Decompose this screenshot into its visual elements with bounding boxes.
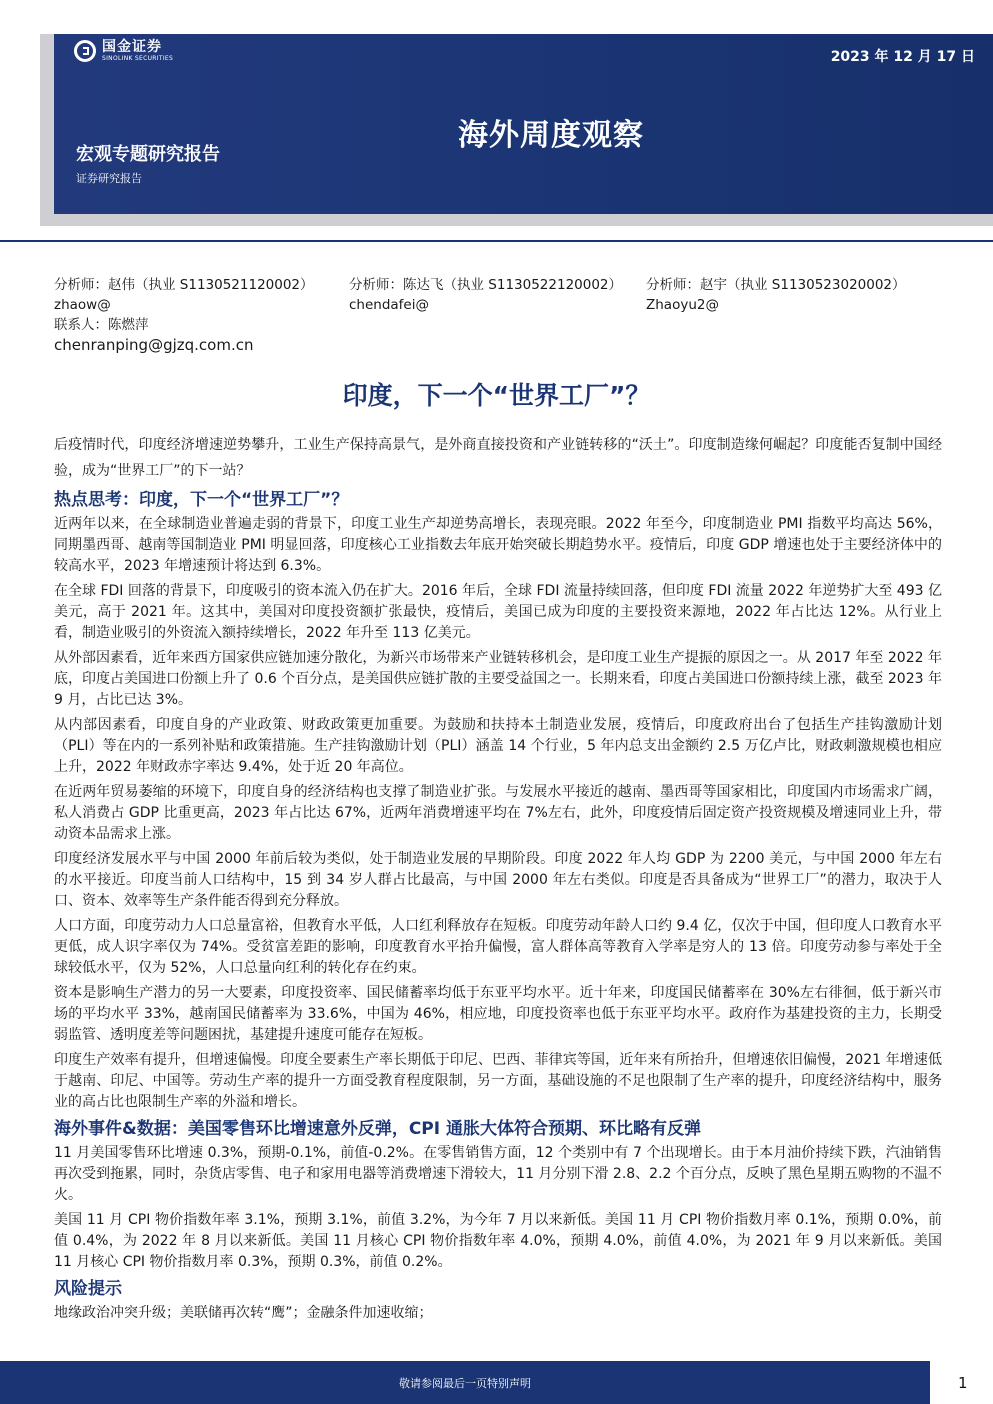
analyst-2	[349, 275, 622, 315]
header-divider	[0, 240, 993, 242]
analyst-2-email[interactable]: chendafei@	[349, 297, 429, 313]
section-heading-overseas-events: 海外事件&数据：美国零售环比增速意外反弹，CPI 通胀大体符合预期、环比略有反弹	[54, 1119, 702, 1139]
report-series-title: 海外周度观察	[458, 118, 644, 153]
report-date: 2023 年 12 月 17 日	[830, 49, 975, 65]
analyst-1-name: 分析师：赵伟（执业 S1130521120002）	[54, 277, 314, 293]
paragraph: 从内部因素看，印度自身的产业政策、财政政策更加重要。为鼓励和扶持本土制造业发展，疫情后，印度政府出台了包括生产挂钩激励计划（PLI）等在内的一系列补贴和政策措施。生产挂钩激励计划（PLI）涵盖 14 个行业，5 年内总支出金额约 2.5 万亿卢比，财政刺激规模也相应上升，2022 年财政赤字率达 9.4%，处于近 20 年高位。	[54, 717, 942, 775]
report-type: 宏观专题研究报告	[76, 144, 220, 165]
logo-en-text: SINOLINK SECURITIES	[102, 55, 174, 62]
section-heading-risk: 风险提示	[54, 1279, 122, 1299]
report-body	[54, 432, 942, 1328]
paragraph: 美国 11 月 CPI 物价指数年率 3.1%，预期 3.1%，前值 3.2%，为今年 7 月以来新低。美国 11 月 CPI 物价指数月率 0.1%，预期 0.0%，前值 0.4%，为 2022 年 8 月以来新低。美国 11 月核心 CPI 物价指数年率 4.0%，预期 4.0%，前值 4.0%，为 2021 年 9 月以来新低。美国 11 月核心 CPI 物价指数月率 0.3%，预期 0.3%，前值 0.2%。	[54, 1212, 942, 1270]
analyst-1	[54, 275, 314, 355]
paragraph: 在近两年贸易萎缩的环境下，印度自身的经济结构也支撑了制造业扩张。与发展水平接近的越南、墨西哥等国家相比，印度国内市场需求广阔，私人消费占 GDP 比重更高，2023 年占比达 67%，近两年消费增速平均在 7%左右，此外，印度疫情后固定资产投资规模及增速同业上升，带动资本品需求上涨。	[54, 784, 942, 842]
page-number: 1	[958, 1374, 968, 1392]
document-title: 印度，下一个“世界工厂”？	[342, 381, 651, 410]
section-heading-hot-topic: 热点思考：印度，下一个“世界工厂”？	[54, 490, 349, 510]
footer-bar	[0, 1361, 930, 1404]
company-logo	[74, 34, 173, 68]
header-banner	[54, 34, 993, 214]
analyst-3-name: 分析师：赵宇（执业 S1130523020002）	[646, 277, 906, 293]
paragraph: 印度生产效率有提升，但增速偏慢。印度全要素生产率长期低于印尼、巴西、菲律宾等国，近年来有所抬升，但增速依旧偏慢，2021 年增速低于越南、印尼、中国等。劳动生产率的提升一方面受教育程度限制，另一方面，基础设施的不足也限制了生产率的提升，印度经济结构中，服务业的高占比也限制生产率的外溢和增长。	[54, 1052, 942, 1110]
contact-email[interactable]: chenranping@gjzq.com.cn	[54, 336, 254, 354]
paragraph: 地缘政治冲突升级；美联储再次转“鹰”；金融条件加速收缩；	[54, 1305, 433, 1321]
paragraph: 印度经济发展水平与中国 2000 年前后较为类似，处于制造业发展的早期阶段。印度 2022 年人均 GDP 为 2200 美元，与中国 2000 年左右的水平接近。印度当前人口结构中，15 到 34 岁人群占比最高，与中国 2000 年左右类似。印度是否具备成为“世界工厂”的潜力，取决于人口、资本、效率等生产条件能否得到充分释放。	[54, 851, 942, 909]
logo-cn-text: 国金证券	[102, 39, 162, 55]
paragraph: 在全球 FDI 回落的背景下，印度吸引的资本流入仍在扩大。2016 年后，全球 FDI 流量持续回落，但印度 FDI 流量 2022 年逆势扩大至 493 亿美元，高于 2021 年。这其中，美国对印度投资额扩张最快，疫情后，美国已成为印度的主要投资来源地，2022 年占比达 12%。从行业上看，制造业吸引的外资流入额持续增长，2022 年升至 113 亿美元。	[54, 583, 942, 641]
paragraph: 人口方面，印度劳动力人口总量富裕，但教育水平低，人口红利释放存在短板。印度劳动年龄人口约 9.4 亿，仅次于中国，但印度人口教育水平更低，成人识字率仅为 74%。受贫富差距的影响，印度教育水平抬升偏慢，富人群体高等教育入学率是穷人的 13 倍。印度劳动参与率处于全球较低水平，仅为 52%，人口总量向红利的转化存在约束。	[54, 918, 942, 976]
contact-name: 联系人：陈燃萍	[54, 317, 149, 333]
logo-icon	[74, 40, 96, 62]
footer-disclaimer[interactable]: 敬请参阅最后一页特别声明	[399, 1376, 531, 1390]
analyst-1-email[interactable]: zhaow@	[54, 297, 111, 313]
analyst-3	[646, 275, 906, 315]
intro-paragraph: 后疫情时代，印度经济增速逆势攀升，工业生产保持高景气，是外商直接投资和产业链转移的“沃土”。印度制造缘何崛起？印度能否复制中国经验，成为“世界工厂”的下一站？	[54, 437, 942, 479]
paragraph: 资本是影响生产潜力的另一大要素，印度投资率、国民储蓄率均低于东亚平均水平。近十年来，印度国民储蓄率在 30%左右徘徊，低于新兴市场的平均水平 33%，越南国民储蓄率为 33.6%，中国为 46%，相应地，印度投资率也低于东亚平均水平。政府作为基建投资的主力，长期受弱监管、透明度差等问题困扰，基建提升速度可能存在短板。	[54, 985, 942, 1043]
analyst-2-name: 分析师：陈达飞（执业 S1130522120002）	[349, 277, 623, 293]
paragraph: 近两年以来，在全球制造业普遍走弱的背景下，印度工业生产却逆势高增长，表现亮眼。2022 年至今，印度制造业 PMI 指数平均高达 56%，同期墨西哥、越南等国制造业 PMI 明显回落，印度核心工业指数去年底开始突破长期趋势水平。疫情后，印度 GDP 增速也处于主要经济体中的较高水平，2023 年增速预计将达到 6.3%。	[54, 516, 942, 574]
analyst-3-email[interactable]: Zhaoyu2@	[646, 297, 719, 313]
paragraph: 11 月美国零售环比增速 0.3%，预期-0.1%，前值-0.2%。在零售销售方面，12 个类别中有 7 个出现增长。由于本月油价持续下跌，汽油销售再次受到拖累，同时，杂货店零售、电子和家用电器等消费增速下滑较大，11 月分别下滑 2.8、2.2 个百分点，反映了黑色星期五购物的不温不火。	[54, 1145, 942, 1203]
paragraph: 从外部因素看，近年来西方国家供应链加速分散化，为新兴市场带来产业链转移机会，是印度工业生产提振的原因之一。从 2017 年至 2022 年底，印度占美国进口份额上升了 0.6 个百分点，是美国供应链扩散的主要受益国之一。长期来看，印度占美国进口份额持续上涨，截至 2023 年 9 月，占比已达 3%。	[54, 650, 942, 708]
report-subtype: 证券研究报告	[76, 172, 142, 185]
